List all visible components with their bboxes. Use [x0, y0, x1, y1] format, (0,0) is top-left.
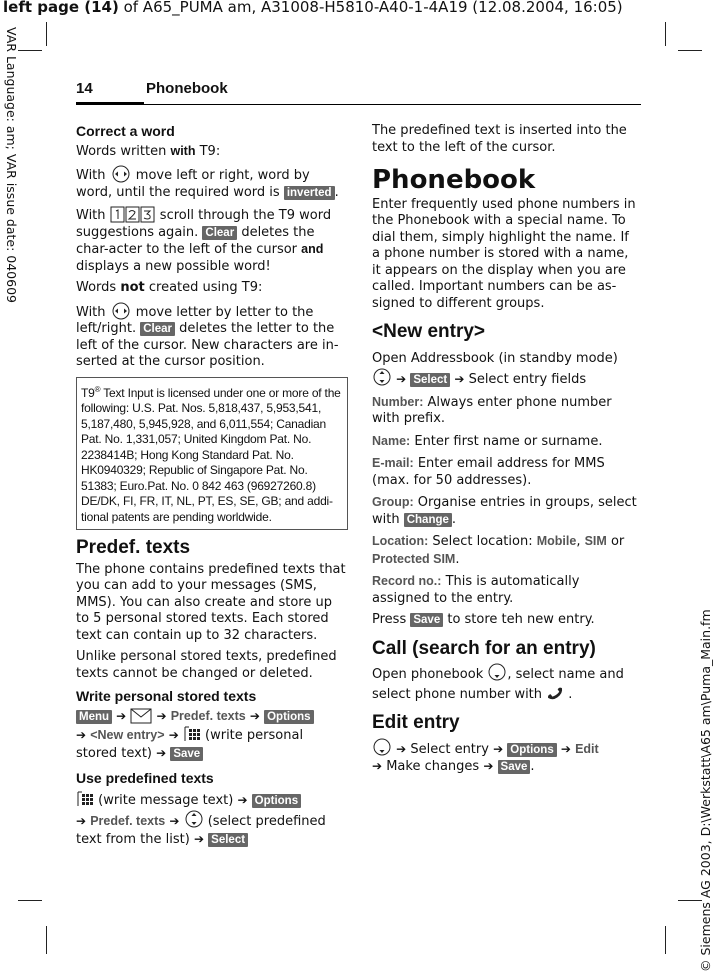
predef-paragraph-1: The phone contains predefined texts that you can add to your messages (SMS, MMS). You can also create and store up to 5 personal stored texts. Each stored text can contain up to 32 characters. [76, 561, 346, 643]
call-steps [372, 662, 640, 703]
crop-mark [18, 900, 42, 901]
predef-texts-link: Predef. texts [170, 708, 246, 723]
text: . [530, 759, 535, 774]
crop-mark [678, 50, 702, 51]
text: move letter by letter to the left/right. [76, 304, 314, 336]
crop-mark [665, 22, 666, 46]
option-protected-sim: Protected SIM [372, 551, 456, 566]
text: to store teh new entry. [443, 612, 595, 627]
text: displays a new possible word! [76, 258, 271, 274]
words-not-t9 [76, 280, 348, 297]
write-personal-heading: Write personal stored texts [76, 688, 257, 704]
header-page-ref: left page (14) [3, 0, 119, 16]
text: With [76, 304, 106, 320]
arrow-icon: ➔ [493, 741, 504, 756]
field-record [372, 573, 640, 607]
write-personal-steps [76, 708, 348, 763]
arrow-icon: ➔ [372, 759, 383, 773]
text: Enter email address for MMS (max. for 50 addresses). [372, 456, 605, 488]
navigation-key-icon [487, 662, 507, 682]
page-title: Phonebook [146, 80, 228, 97]
arrow-icon: ➔ [396, 372, 407, 386]
text-and: and [301, 242, 324, 256]
text: (write message text) [94, 792, 238, 808]
menu-softkey: Menu [76, 710, 112, 724]
with-nav-word [76, 165, 348, 201]
registered-mark: ® [94, 384, 101, 394]
text: deletes the letter to the left of the cursor. New characters are in-serted at the cursor position. [76, 321, 339, 369]
navigation-key-icon [372, 737, 392, 757]
navigation-key-icon [110, 302, 132, 320]
text: Always enter phone number with prefix. [372, 394, 612, 426]
options-softkey: Options [252, 794, 301, 808]
text: Press [372, 612, 411, 627]
new-entry-heading: <New entry> [372, 321, 485, 342]
with-nav-letter [76, 302, 348, 371]
text: With [76, 168, 106, 183]
phonebook-intro: Enter frequently used phone numbers in the Phonebook with a special name. To dial them, simply highlight the name. If a phone number is stored with a name, it appears on the display when you are called. Important numbers can be as-signed to different groups. [372, 196, 636, 311]
keypad-icon [183, 725, 201, 743]
t9-license-box [76, 377, 348, 531]
field-label: Number: [372, 394, 424, 409]
call-key-icon [546, 684, 564, 702]
right-column [372, 123, 640, 781]
t9-license-text: Text Input is licensed under one or more of the following: U.S. Pat. Nos. 5,818,437, 5,953,541, 5,187,480, 5,945,928, and 6,011,554; Canadian Pat. No. 1,331,057; United Kingdom Pat. No. 2238414B; Hong Kong Standard Pat. No. HK0940329; Republic of Singapore Pat. No. 51383; Euro.Pat. No. 0 842 463 (96927260.8) DE/DK, FI, FR, IT, NL, PT, ES, SE, GB; and addi-tional patents are pending worldwide. [81, 385, 341, 524]
keypad-icon [76, 790, 94, 808]
text: This is automatically assigned to the entry. [372, 574, 580, 606]
edit-link: Edit [575, 741, 599, 756]
text: created using T9: [144, 280, 263, 295]
text: Enter first name or surname. [410, 433, 603, 449]
call-heading: Call (search for an entry) [372, 637, 596, 659]
arrow-icon: ➔ [76, 814, 87, 828]
header-rule-thin [144, 104, 641, 105]
text-with: with [170, 143, 196, 158]
inverted-label: inverted [284, 186, 335, 200]
use-predef-steps [76, 790, 348, 849]
select-softkey: Select [410, 373, 450, 387]
predef-paragraph-2: Unlike personal stored texts, predefined texts cannot be changed or deleted. [76, 649, 337, 681]
arrow-icon: ➔ [76, 728, 87, 742]
text: . [455, 551, 460, 567]
arrow-icon: ➔ [249, 708, 260, 723]
text: Make changes [382, 759, 484, 774]
field-group [372, 494, 640, 528]
field-email [372, 455, 640, 489]
text: Words [76, 280, 121, 295]
edit-entry-heading: Edit entry [372, 712, 460, 733]
text: . [334, 184, 339, 200]
text-not: not [120, 280, 145, 295]
text: (select predefined text from the list) [76, 814, 326, 847]
header-rule-thick [76, 102, 144, 105]
press-save [372, 612, 640, 629]
options-softkey: Options [264, 710, 313, 724]
edit-steps [372, 737, 640, 776]
arrow-icon: ➔ [454, 372, 465, 386]
predef-texts-heading: Predef. texts [76, 537, 191, 558]
text: T9 [81, 385, 95, 400]
navigation-key-icon [184, 809, 204, 829]
option-sim: SIM [584, 534, 607, 548]
field-label: Name: [372, 433, 411, 448]
crop-mark [665, 926, 666, 954]
text: move left or right, word by word, until the required word is [76, 168, 310, 200]
text: With [76, 208, 106, 223]
left-column [76, 123, 348, 853]
field-location [372, 533, 640, 568]
use-predef-heading: Use predefined texts [76, 770, 214, 786]
navigation-key-icon [372, 367, 392, 387]
field-label: Record no.: [372, 574, 442, 588]
arrow-icon: ➔ [237, 792, 248, 807]
header-doc-info: of A65_PUMA am, A31008-H5810-A40-1-4A19 (12.08.2004, 16:05) [118, 0, 623, 16]
navigation-key-icon [110, 165, 132, 183]
arrow-icon: ➔ [560, 741, 571, 756]
options-softkey: Options [507, 743, 556, 757]
arrow-icon: ➔ [168, 728, 179, 742]
crop-mark [46, 22, 47, 46]
field-number [372, 394, 640, 428]
text: , select name and select phone number with [372, 667, 624, 702]
select-softkey: Select [208, 833, 248, 847]
written-with-t9 [76, 143, 348, 161]
field-name [372, 433, 640, 451]
correct-word-heading: Correct a word [76, 123, 175, 139]
text: , [576, 534, 585, 549]
text: Open Addressbook (in standby mode) [372, 350, 618, 366]
arrow-icon: ➔ [156, 745, 167, 760]
phonebook-heading: Phonebook [372, 165, 536, 195]
arrow-icon: ➔ [156, 708, 167, 723]
side-language-info: VAR Language: am; VAR issue date: 040609 [4, 27, 19, 303]
with-keys-scroll [76, 206, 348, 275]
text: Select entry fields [464, 372, 587, 387]
field-label: E-mail: [372, 456, 414, 470]
arrow-icon: ➔ [396, 741, 407, 756]
clear-softkey: Clear [202, 226, 237, 240]
arrow-icon: ➔ [169, 814, 180, 828]
document-header [3, 0, 623, 16]
field-label: Location: [372, 534, 429, 548]
page-number: 14 [76, 80, 93, 97]
arrow-icon: ➔ [116, 708, 127, 723]
option-mobile: Mobile [536, 534, 577, 548]
predef-texts-link: Predef. texts [90, 814, 166, 828]
new-entry-steps [372, 351, 640, 389]
inserted-text: The predefined text is inserted into the text to the left of the cursor. [372, 123, 627, 155]
text: Words written [76, 143, 171, 159]
change-softkey: Change [404, 513, 452, 527]
clear-softkey: Clear [140, 322, 175, 336]
keypad-keys-icon [110, 206, 156, 223]
save-softkey: Save [170, 747, 203, 761]
envelope-icon [130, 708, 152, 724]
text: T9: [195, 143, 221, 159]
text: . [564, 686, 573, 702]
crop-mark [46, 926, 47, 954]
text: scroll through the T9 word suggestions again. [76, 208, 332, 240]
text: Open phonebook [372, 667, 488, 682]
side-copyright: © Siemens AG 2003, D:\Werkstatt\A65 am\Puma_Main.fm [698, 609, 713, 972]
text: or [606, 534, 625, 549]
save-softkey: Save [410, 613, 443, 627]
text: Select location: [428, 534, 537, 549]
text: (write personal stored text) [76, 728, 304, 761]
arrow-icon: ➔ [483, 759, 494, 773]
text: . [451, 511, 457, 527]
new-entry-link: <New entry> [90, 728, 165, 742]
arrow-icon: ➔ [193, 831, 205, 846]
save-softkey: Save [498, 760, 531, 774]
text: Select entry [406, 741, 494, 757]
field-label: Group: [372, 495, 414, 509]
crop-mark [18, 50, 42, 51]
text: Organise entries in groups, select with [372, 495, 637, 527]
text: deletes the char-acter to the left of the cursor [76, 224, 315, 257]
